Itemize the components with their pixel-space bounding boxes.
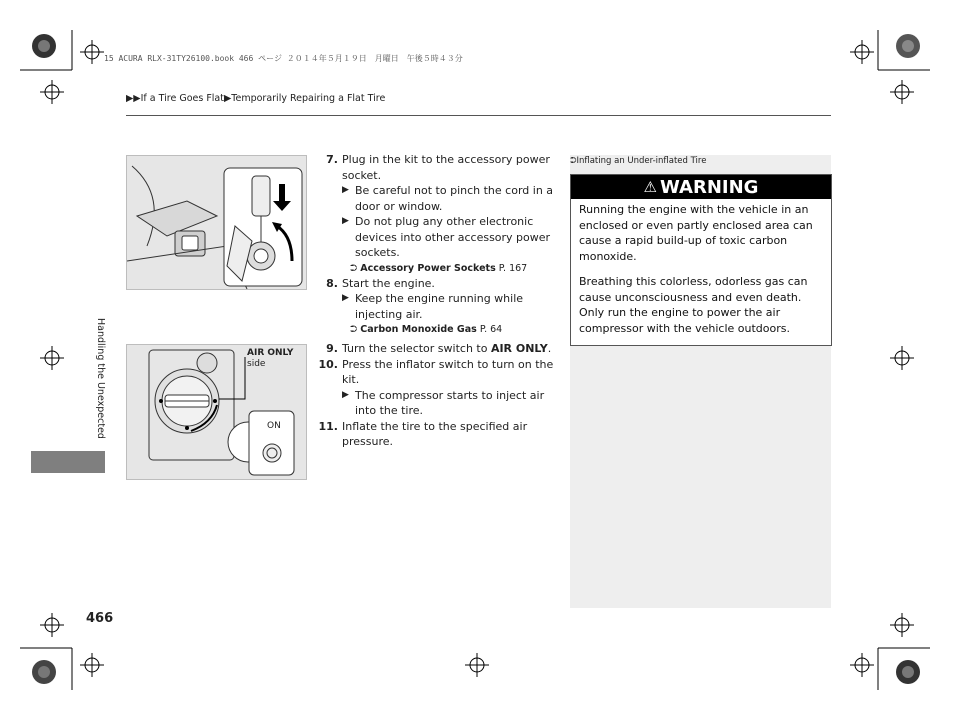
arrow-icon: ▶: [342, 389, 349, 400]
reference-title: Accessory Power Sockets: [360, 262, 496, 274]
step-7: [314, 152, 564, 183]
breadcrumb-arrow-icon: ▶▶: [126, 93, 141, 104]
step-text: [342, 341, 564, 357]
header-rule: [126, 115, 831, 116]
step-10: [314, 357, 564, 388]
breadcrumb-item: Temporarily Repairing a Flat Tire: [231, 93, 386, 104]
side-text: side: [247, 359, 266, 369]
sidebar-title-text: Inflating an Under-inflated Tire: [576, 156, 707, 166]
step-text-part: Turn the selector switch to: [342, 342, 491, 355]
breadcrumb-arrow-icon: ▶: [223, 93, 232, 104]
print-header: 15 ACURA RLX-31TY26100.book 466 ページ ２０１４年５月１９日 月曜日 午後５時４３分: [104, 54, 463, 63]
breadcrumb: [126, 93, 385, 104]
cross-reference[interactable]: [350, 322, 564, 337]
arrow-icon: ▶: [342, 185, 349, 195]
reference-page: P. 167: [498, 262, 528, 274]
reference-icon: ⮊: [570, 156, 577, 166]
step-text-part: .: [547, 342, 552, 355]
step-8: [314, 276, 564, 292]
step-text: Press the inflator switch to turn on the kit.: [342, 357, 554, 386]
substep-text: Be careful not to pinch the cord in a door or window.: [355, 184, 554, 213]
air-only-text: AIR ONLY: [247, 348, 294, 358]
figure-plug-in-kit: [126, 155, 307, 290]
reference-page: P. 64: [479, 324, 503, 335]
cross-reference[interactable]: [350, 261, 564, 276]
reference-icon: ⮊: [350, 262, 358, 274]
step-text-bold: AIR ONLY: [490, 342, 548, 355]
accessory-socket-illustration: [127, 156, 306, 289]
substep: [342, 291, 564, 322]
arrow-icon: ▶: [342, 293, 349, 303]
chapter-side-tab: Handling the Unexpected: [95, 318, 106, 439]
step-9: [314, 341, 564, 357]
warning-icon: ⚠: [643, 178, 657, 196]
warning-header: [571, 175, 831, 199]
breadcrumb-item: If a Tire Goes Flat: [140, 93, 224, 104]
reference-title: Carbon Monoxide Gas: [360, 324, 477, 335]
page-number: 466: [86, 611, 114, 626]
substep: [342, 388, 564, 419]
step-number: 11.: [318, 419, 338, 433]
substep-text: Do not plug any other electronic devices into other accessory power sockets.: [355, 215, 551, 259]
warning-paragraph: Breathing this colorless, odorless gas can cause unconsciousness and even death. Only run the engine to power the air compressor with the vehicle outdoors.: [579, 275, 808, 335]
step-number: 10.: [318, 357, 338, 371]
step-number: 9.: [326, 342, 338, 355]
sidebar-title: [570, 156, 706, 166]
chapter-tab-marker: [31, 451, 105, 473]
warning-paragraph: Running the engine with the vehicle in an enclosed or even partly enclosed area can cause a rapid build-up of toxic carbon monoxide.: [579, 203, 813, 263]
substep-text: Keep the engine running while injecting air.: [355, 292, 524, 321]
substep: [342, 214, 564, 261]
instruction-steps: [314, 152, 564, 450]
warning-body: [579, 202, 823, 346]
step-text: Plug in the kit to the accessory power socket.: [342, 153, 550, 182]
warning-title: WARNING: [660, 176, 759, 198]
substep-text: The compressor starts to inject air into the tire.: [355, 388, 545, 417]
step-11: [314, 419, 564, 450]
figure-selector-switch: [126, 344, 307, 480]
arrow-icon: ▶: [342, 216, 349, 226]
step-number: 7.: [326, 153, 338, 166]
step-number: 8.: [326, 276, 338, 290]
reference-icon: ⮊: [350, 324, 358, 335]
on-label: ON: [267, 421, 281, 431]
substep: [342, 183, 564, 214]
step-text: Start the engine.: [342, 276, 435, 290]
step-text: Inflate the tire to the specified air pressure.: [342, 419, 528, 448]
air-only-label: [247, 348, 293, 370]
